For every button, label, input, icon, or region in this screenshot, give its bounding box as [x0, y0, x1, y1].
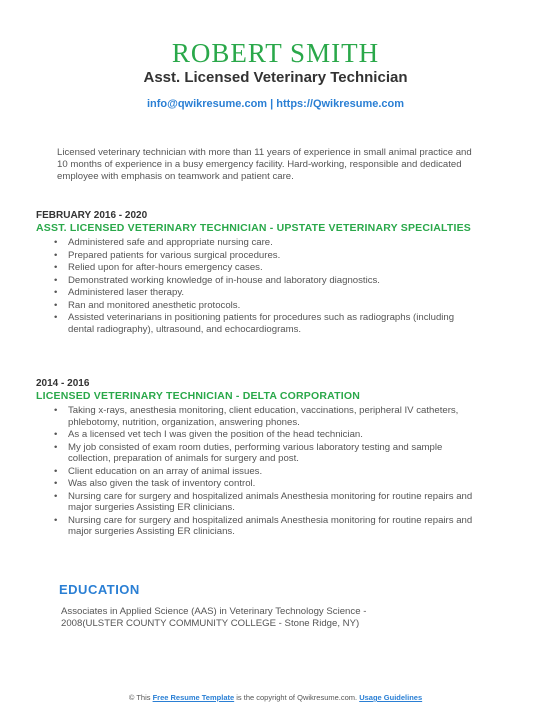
candidate-title: Asst. Licensed Veterinary Technician [143, 69, 408, 86]
job-duty: • Assisted veterinarians in positioning patients for procedures such as radiographs (including dental radiography), ultrasound, and echocardiograms. [68, 312, 476, 335]
job-dates: FEBRUARY 2016 - 2020 [36, 210, 148, 221]
experience-entry-1 [36, 210, 476, 336]
experience-entry-2 [36, 378, 476, 539]
resume-header [0, 38, 551, 87]
footer [0, 693, 551, 702]
free-resume-template-link[interactable]: Free Resume Template [152, 693, 235, 702]
summary-paragraph: Licensed veterinary technician with more than 11 years of experience in small animal practice and 10 months of experience in a busy emergency facility. Hard-working, responsible and dedicated employee with emphasis on teamwork and patient care. [57, 147, 472, 182]
email-link[interactable]: info@qwikresume.com [146, 98, 268, 110]
education-heading: EDUCATION [59, 582, 140, 597]
job-duty: • My job consisted of exam room duties, performing various laboratory testing and sample collection, preparation of animals for surgery and post. [68, 442, 476, 465]
contact-line [0, 98, 551, 110]
job-dates: 2014 - 2016 [36, 378, 90, 389]
job-duty: • Nursing care for surgery and hospitalized animals Anesthesia monitoring for routine repairs and major surgeries Assisting ER clinicians. [68, 515, 476, 538]
job-duty: • Relied upon for after-hours emergency cases. [68, 262, 476, 274]
job-duty: • Administered safe and appropriate nursing care. [68, 237, 476, 249]
job-duty: • Client education on an array of animal issues. [68, 466, 476, 478]
job-duty: • Demonstrated working knowledge of in-house and laboratory diagnostics. [68, 275, 476, 287]
job-title: ASST. LICENSED VETERINARY TECHNICIAN - UPSTATE VETERINARY SPECIALTIES [36, 222, 472, 234]
job-duty: • Was also given the task of inventory control. [68, 478, 476, 490]
job-title: LICENSED VETERINARY TECHNICIAN - DELTA CORPORATION [36, 390, 361, 402]
job-duty: • Administered laser therapy. [68, 287, 476, 299]
job-duty: • Prepared patients for various surgical procedures. [68, 250, 476, 262]
job-duty: • Taking x-rays, anesthesia monitoring, client education, vaccinations, peripheral IV catheters, phlebotomy, nutrition, organization, answering phones. [68, 405, 476, 428]
job-duties-list [36, 405, 476, 538]
website-link[interactable]: https://Qwikresume.com [276, 98, 405, 110]
contact-separator: | [267, 98, 277, 110]
job-duty: • As a licensed vet tech I was given the position of the head technician. [68, 429, 476, 441]
education-entry: Associates in Applied Science (AAS) in Veterinary Technology Science - 2008(ULSTER COUNTY COMMUNITY COLLEGE - Stone Ridge, NY) [61, 606, 367, 629]
job-duties-list [36, 237, 476, 335]
footer-prefix: © This [128, 693, 153, 702]
usage-guidelines-link[interactable]: Usage Guidelines [359, 693, 423, 702]
job-duty: • Nursing care for surgery and hospitalized animals Anesthesia monitoring for routine repairs and major surgeries Assisting ER clinicians. [68, 491, 476, 514]
job-duty: • Ran and monitored anesthetic protocols. [68, 300, 476, 312]
candidate-name: ROBERT SMITH [171, 38, 380, 68]
footer-middle: is the copyright of Qwikresume.com. [234, 693, 360, 702]
